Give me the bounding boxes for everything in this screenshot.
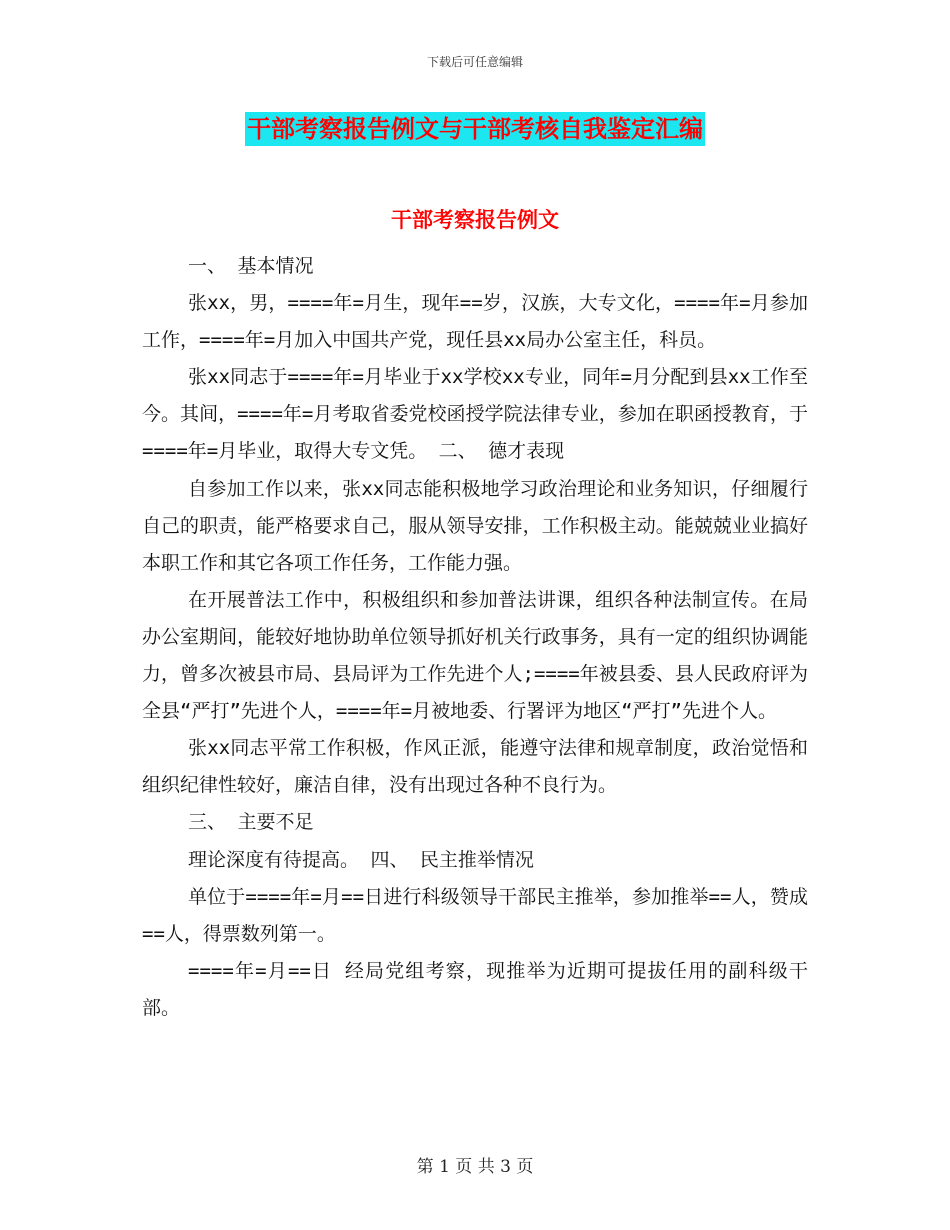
section-heading-basic-info: 一、 基本情况 — [188, 255, 314, 277]
page-footer: 第 1 页 共 3 页 — [416, 1157, 534, 1177]
sub-title: 干部考察报告例文 — [391, 207, 559, 232]
paragraph: ====年=月==日 经局党组考察，现推举为近期可提拔任用的副科级干部。 — [142, 959, 808, 1019]
document-body — [142, 248, 808, 1027]
paragraph: 理论深度有待提高。 四、 民主推举情况 — [188, 848, 534, 871]
paragraph: 自参加工作以来，张xx同志能积极地学习政治理论和业务知识，仔细履行自己的职责，能严格要求自己，服从领导安排，工作积极主动。能兢兢业业搞好本职工作和其它各项工作任务，工作能力强。 — [142, 477, 808, 574]
section-heading-shortcomings: 三、 主要不足 — [188, 811, 314, 834]
paragraph: 单位于====年=月==日进行科级领导干部民主推举，参加推举==人，赞成==人，得票数列第一。 — [142, 885, 808, 945]
header-note: 下载后可任意编辑 — [426, 55, 523, 69]
paragraph: 在开展普法工作中，积极组织和参加普法讲课，组织各种法制宣传。在局办公室期间，能较好地协助单位领导抓好机关行政事务，具有一定的组织协调能力，曾多次被县市局、县局评为工作先进个人;====年被县委、县人民政府评为全县“严打”先进个人，====年=月被地委、行署评为地区“严打”先进个人。 — [142, 588, 808, 723]
paragraph: 张xx，男，====年=月生，现年==岁，汉族，大专文化，====年=月参加工作，====年=月加入中国共产党，现任县xx局办公室主任，科员。 — [142, 292, 808, 352]
paragraph: 张xx同志于====年=月毕业于xx学校xx专业，同年=月分配到县xx工作至今。其间，====年=月考取省委党校函授学院法律专业，参加在职函授教育，于====年=月毕业，取得大专文凭。 二、 德才表现 — [142, 366, 808, 463]
main-title — [0, 112, 950, 146]
paragraph: 张xx同志平常工作积极，作风正派，能遵守法律和规章制度，政治觉悟和组织纪律性较好，廉洁自律，没有出现过各种不良行为。 — [142, 737, 808, 797]
main-title-text: 干部考察报告例文与干部考核自我鉴定汇编 — [245, 112, 705, 146]
